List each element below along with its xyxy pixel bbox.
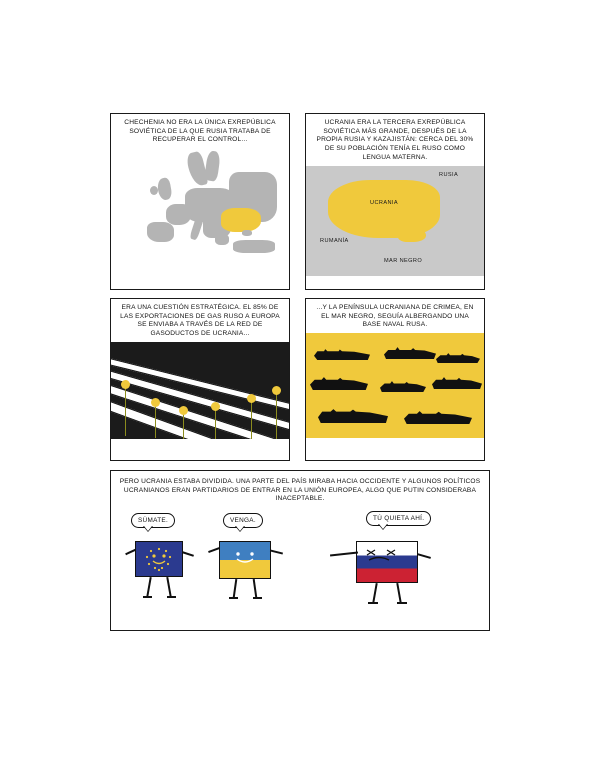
divided-ukraine-panel — [110, 470, 490, 631]
map-label-rumania: RUMANÍA — [320, 237, 349, 244]
flower-4 — [211, 402, 220, 411]
warship-7 — [318, 409, 388, 423]
flag-characters-art — [111, 507, 489, 615]
ukraine-right-arm — [270, 550, 283, 555]
russia-right-foot — [397, 602, 407, 604]
panel-2-caption: UCRANIA ERA LA TERCERA EXREPÚBLICA SOVIÉTICA MÁS GRANDE, DESPUÉS DE LA PROPIA RUSIA Y KAZAJISTÁN: CERCA DEL 30% DE SU POBLACIÓN TENÍA EL RUSO COMO LENGUA MATERNA. — [316, 119, 474, 161]
warship-4 — [310, 377, 368, 390]
russia-left-arm — [330, 552, 358, 557]
ukraine-left-leg — [233, 579, 237, 598]
turkey-shape — [233, 240, 275, 253]
map-label-ucrania: UCRANIA — [370, 199, 398, 206]
greece-shape — [215, 234, 229, 245]
flower-5 — [247, 394, 256, 403]
ukraine-right-foot — [253, 597, 262, 599]
ukraine-face-icon — [220, 542, 270, 578]
warship-8 — [404, 411, 472, 424]
flower-stem-4 — [215, 408, 216, 439]
warship-3 — [436, 353, 480, 363]
pipelines-art — [111, 342, 289, 439]
ukraine-right-leg — [253, 579, 257, 598]
flower-stem-5 — [251, 400, 252, 439]
eu-right-foot — [167, 596, 176, 598]
flower-6 — [272, 386, 281, 395]
gas-pipelines-panel — [110, 298, 290, 461]
warship-1 — [314, 349, 370, 360]
russia-left-foot — [368, 602, 378, 604]
russia-bubble: TÚ QUIETA AHÍ. — [366, 511, 431, 526]
ukraine-map-panel — [305, 113, 485, 290]
panel-1-caption: CHECHENIA NO ERA LA ÚNICA EXREPÚBLICA SOVIÉTICA DE LA QUE RUSIA TRATABA DE RECUPERAR EL CONTROL... — [124, 119, 276, 144]
iberia-shape — [147, 222, 174, 242]
crimea-peninsula-shape — [398, 228, 426, 242]
ukraine-flag-body — [219, 541, 271, 579]
europe-map-panel — [110, 113, 290, 290]
eu-left-foot — [143, 596, 152, 598]
flower-1 — [121, 380, 130, 389]
eu-right-leg — [166, 577, 171, 597]
ukraine-map-art — [306, 166, 484, 276]
ukraine-highlight-shape — [221, 208, 261, 232]
crimea-shape — [242, 230, 252, 236]
russia-face-icon — [357, 542, 417, 582]
panel-4-caption: ...Y LA PENÍNSULA UCRANIANA DE CRIMEA, EN EL MAR NEGRO, SEGUÍA ALBERGANDO UNA BASE NAVAL RUSA. — [316, 304, 474, 329]
russia-right-leg — [396, 583, 401, 603]
flower-stem-2 — [155, 404, 156, 438]
russia-flag-body — [356, 541, 418, 583]
map-label-rusia: RUSIA — [439, 171, 459, 178]
russia-right-arm — [417, 553, 431, 558]
europe-map-art — [111, 148, 289, 268]
finland-shape — [204, 150, 221, 182]
ukraine-left-foot — [229, 597, 238, 599]
ireland-shape — [150, 186, 158, 195]
eu-right-arm — [182, 551, 194, 556]
warship-5 — [380, 381, 426, 392]
flower-stem-3 — [183, 412, 184, 439]
eu-left-leg — [146, 577, 151, 597]
eu-stars-and-face-icon — [136, 542, 182, 576]
flower-2 — [151, 398, 160, 407]
black-sea-fleet-panel — [305, 298, 485, 461]
britain-shape — [156, 177, 173, 201]
russia-left-leg — [372, 583, 377, 603]
panel-3-caption: ERA UNA CUESTIÓN ESTRATÉGICA. EL 85% DE LAS EXPORTACIONES DE GAS RUSO A EUROPA SE ENVIABA A TRAVÉS DE LA RED DE GASODUCTOS DE UCRANIA... — [120, 304, 280, 338]
map-label-mar-negro: MAR NEGRO — [384, 257, 423, 264]
flower-stem-1 — [125, 386, 126, 436]
eu-flag-body — [135, 541, 183, 577]
flower-3 — [179, 406, 188, 415]
eu-bubble: SÚMATE. — [131, 513, 175, 528]
warships-art — [306, 333, 484, 438]
ukraine-bubble: VENGA. — [223, 513, 263, 528]
warship-2 — [384, 347, 436, 359]
flower-stem-6 — [276, 392, 277, 439]
ukraine-country-shape — [328, 180, 440, 238]
panel-5-caption: PERO UCRANIA ESTABA DIVIDIDA. UNA PARTE DEL PAÍS MIRABA HACIA OCCIDENTE Y ALGUNOS POLÍTICOS UCRANIANOS ERAN PARTIDARIOS DE ENTRAR EN LA UNIÓN EUROPEA, ALGO QUE PUTIN CONSIDERABA INACEPTABLE. — [119, 478, 481, 503]
warship-6 — [432, 377, 482, 389]
